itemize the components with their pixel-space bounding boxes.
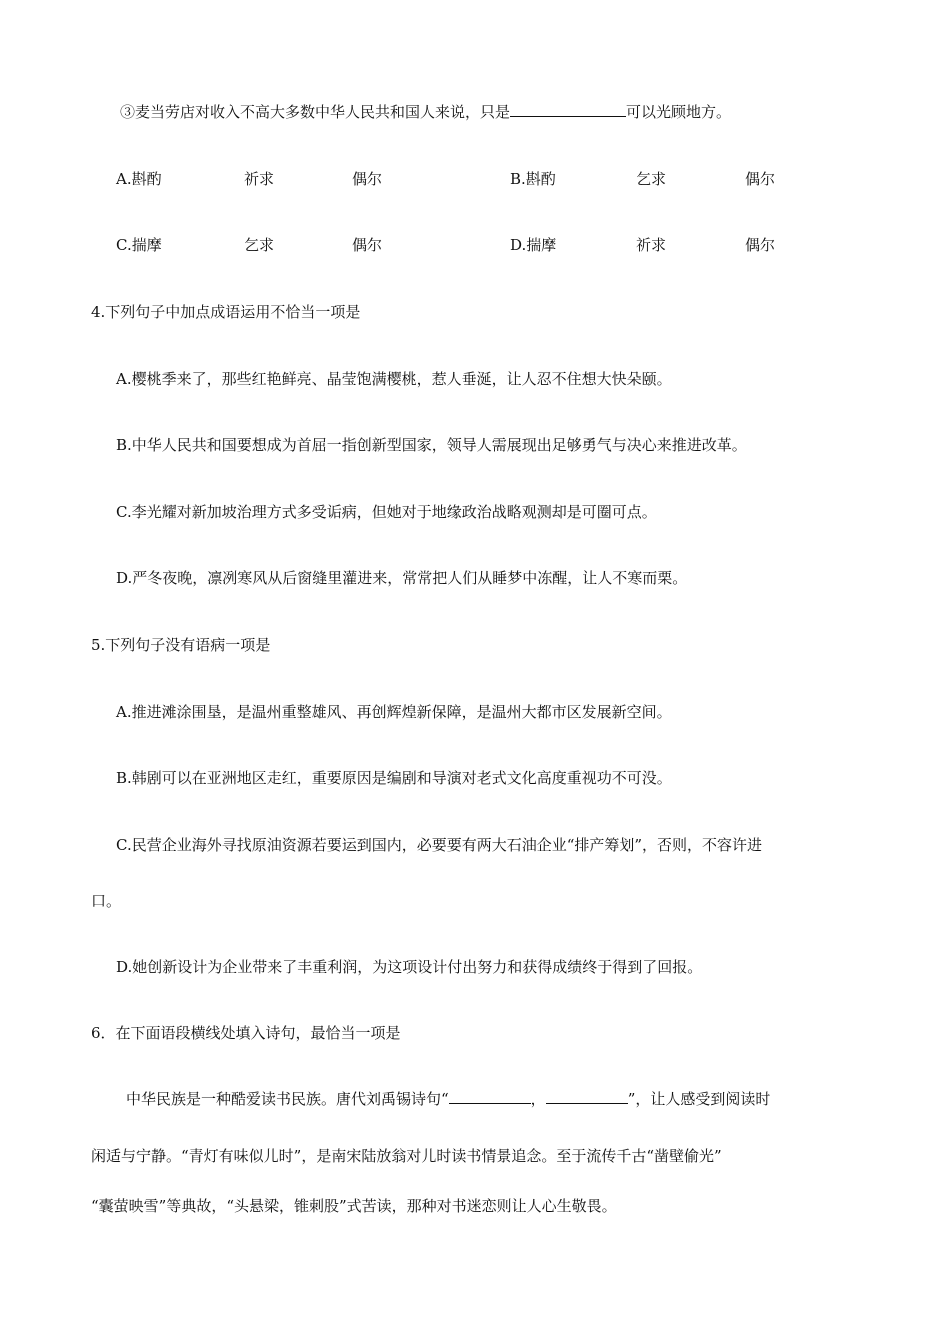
q3-item3-blank[interactable] [510, 102, 626, 117]
q6-paragraph-line1 [126, 1089, 770, 1109]
q4-stem: 4.下列句子中加点成语运用不恰当一项是 [91, 303, 361, 321]
q6-p1-comma: ， [530, 1090, 546, 1108]
q3-option-b-3: 偶尔 [745, 170, 776, 188]
q5-option-c-line2: 口。 [91, 892, 122, 910]
q3-option-a-3: 偶尔 [352, 170, 383, 188]
q3-option-c-1[interactable]: C.揣摩 [116, 236, 162, 254]
q5-option-b[interactable]: B.韩剧可以在亚洲地区走红，重要原因是编剧和导演对老式文化高度重视功不可没。 [116, 769, 672, 787]
q3-option-b-2: 乞求 [636, 170, 667, 188]
q4-option-c[interactable]: C.李光耀对新加坡治理方式多受诟病，但她对于地缘政治战略观测却是可圈可点。 [116, 503, 657, 521]
q6-paragraph-line3: “囊萤映雪”等典故，“头悬梁，锥刺股”式苦读，那种对书迷恋则让人心生敬畏。 [91, 1197, 617, 1215]
q6-blank-1[interactable] [449, 1089, 531, 1104]
q3-option-c-3: 偶尔 [352, 236, 383, 254]
q6-stem: 6．在下面语段横线处填入诗句，最恰当一项是 [91, 1024, 401, 1042]
q3-item3 [120, 102, 731, 122]
q3-item3-before: ③麦当劳店对收入不高大多数中华人民共和国人来说，只是 [120, 103, 511, 121]
q3-option-d-3: 偶尔 [745, 236, 776, 254]
q3-option-c-2: 乞求 [244, 236, 275, 254]
q3-option-b-1[interactable]: B.斟酌 [510, 170, 556, 188]
q5-option-a[interactable]: A.推进滩涂围垦，是温州重整雄风、再创辉煌新保障，是温州大都市区发展新空间。 [116, 703, 672, 721]
q3-option-d-1[interactable]: D.揣摩 [510, 236, 557, 254]
q4-option-d[interactable]: D.严冬夜晚，凛冽寒风从后窗缝里灌进来，常常把人们从睡梦中冻醒，让人不寒而栗。 [116, 569, 688, 587]
q3-item3-after: 可以光顾地方。 [626, 103, 732, 121]
q6-p1-after: ”，让人感受到阅读时 [627, 1090, 771, 1108]
q6-blank-2[interactable] [546, 1089, 628, 1104]
q4-option-b[interactable]: B.中华人民共和国要想成为首屈一指创新型国家，领导人需展现出足够勇气与决心来推进改革。 [116, 436, 747, 454]
q5-stem: 5.下列句子没有语病一项是 [91, 636, 271, 654]
q3-option-d-2: 祈求 [636, 236, 667, 254]
q3-option-a-1[interactable]: A.斟酌 [116, 170, 162, 188]
q6-p1-before: 中华民族是一种酷爱读书民族。唐代刘禹锡诗句“ [126, 1090, 449, 1108]
q5-option-d[interactable]: D.她创新设计为企业带来了丰重利润，为这项设计付出努力和获得成绩终于得到了回报。 [116, 958, 703, 976]
q6-paragraph-line2: 闲适与宁静。“青灯有味似儿时”，是南宋陆放翁对儿时读书情景追念。至于流传千古“凿壁偷光” [91, 1147, 722, 1165]
q3-option-a-2: 祈求 [244, 170, 275, 188]
q4-option-a[interactable]: A.樱桃季来了，那些红艳鲜亮、晶莹饱满樱桃，惹人垂涎，让人忍不住想大快朵颐。 [116, 370, 672, 388]
q5-option-c-line1[interactable]: C.民营企业海外寻找原油资源若要运到国内，必要要有两大石油企业“排产筹划”，否则，不容许进 [116, 836, 763, 854]
